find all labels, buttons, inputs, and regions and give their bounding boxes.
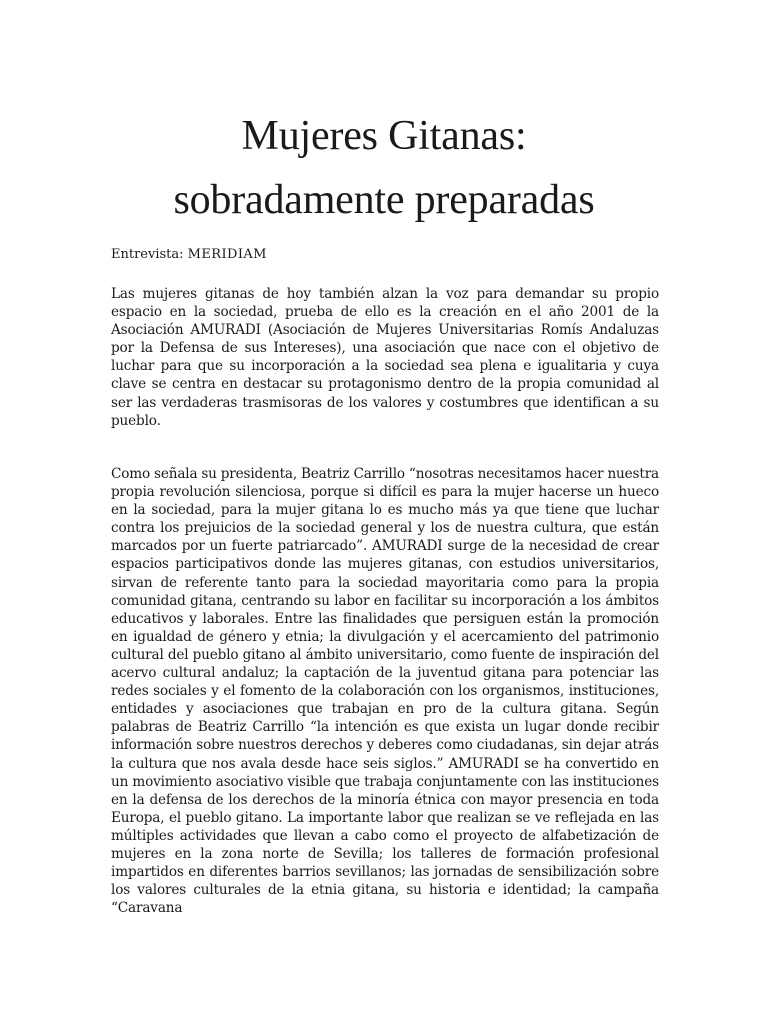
paragraph-2: Como señala su presidenta, Beatriz Carrillo “nosotras necesitamos hacer nuestra propia revolución silenciosa, porque si difícil es para la mujer hacerse un hueco en la sociedad, para la mujer gitana lo es mucho más ya que tiene que luchar contra los prejuicios de la sociedad general y los de nuestra cultura, que están marcados por un fuerte patriarcado”. AMURADI surge de la necesidad de crear espacios participativos donde las mujeres gitanas, con estudios universitarios, sirvan de referente tanto para la sociedad mayoritaria como para la propia comunidad gitana, centrando su labor en facilitar su incorporación a los ámbitos educativos y laborales. Entre las finalidades que persiguen están la promoción en igualdad de género y etnia; la divulgación y el acercamiento del patrimonio cultural del pueblo gitano al ámbito universitario, como fuente de inspiración del acervo cultural andaluz; la captación de la juventud gitana para potenciar las redes sociales y el fomento de la colaboración con los organismos, instituciones, entidades y asociaciones que trabajan en pro de la cultura gitana. Según palabras de Beatriz Carrillo “la intención es que exista un lugar donde recibir información sobre nuestros derechos y deberes como ciudadanas, sin dejar atrás la cultura que nos avala desde hace seis siglos.” AMURADI se ha convertido en un movimiento asociativo visible que trabaja conjuntamente con las instituciones en la defensa de los derechos de la minoría étnica con mayor presencia en toda Europa, el pueblo gitano. La importante labor que realizan se ve reflejada en las múltiples actividades que llevan a cabo como el proyecto de alfabetización de mujeres en la zona norte de Sevilla; los talleres de formación profesional impartidos en diferentes barrios sevillanos; las jornadas de sensibilización sobre los valores culturales de la etnia gitana, su historia e identidad; la campaña “Caravana bbox=[111, 466, 659, 917]
byline bbox=[111, 246, 659, 264]
byline-label: Entrevista: bbox=[111, 247, 184, 262]
byline-name: MERIDIAM bbox=[187, 247, 267, 262]
paragraph-1: Las mujeres gitanas de hoy también alzan la voz para demandar su propio espacio en la sociedad, prueba de ello es la creación en el año 2001 de la Asociación AMURADI (Asociación de Mujeres Universitarias Romís Andaluzas por la Defensa de sus Intereses), una asociación que nace con el objetivo de luchar para que su incorporación a la sociedad sea plena e igualitaria y cuya clave se centra en destacar su protagonismo dentro de la propia comunidad al ser las verdaderas trasmisoras de los valores y costumbres que identifican a su pueblo. bbox=[111, 286, 659, 429]
article-title bbox=[70, 104, 698, 232]
title-line-2: sobradamente preparadas bbox=[173, 177, 595, 223]
title-line-1: Mujeres Gitanas: bbox=[241, 113, 527, 159]
